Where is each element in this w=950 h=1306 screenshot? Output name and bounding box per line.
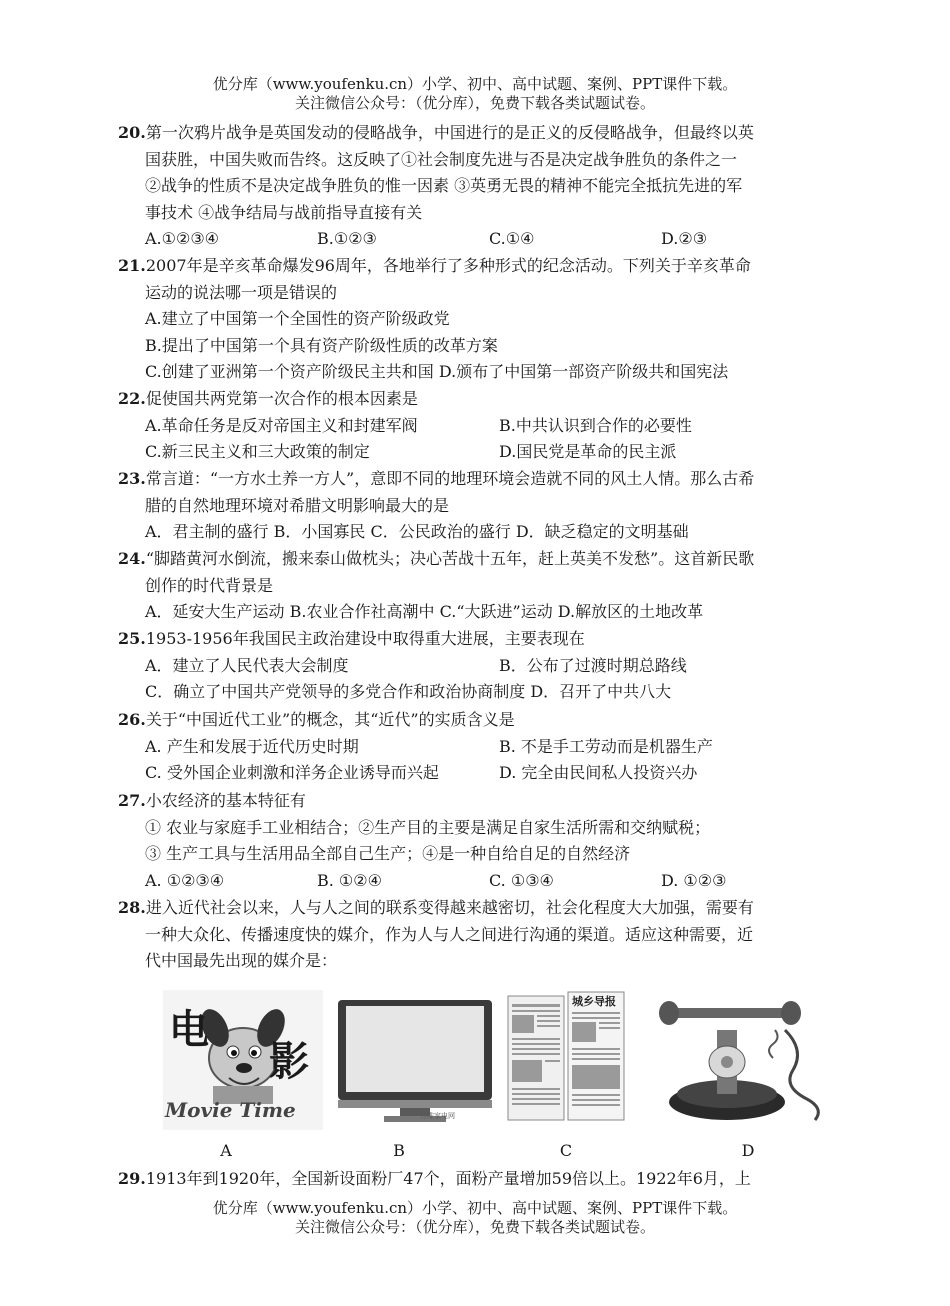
option-d: D.国民党是革命的民主派 [499,442,677,461]
question-number: 20. [118,123,146,142]
question-stem: ① 农业与家庭手工业相结合；②生产目的主要是满足自家生活所需和交纳赋税； [145,817,711,837]
question-21 [118,253,838,386]
question-23 [118,466,838,546]
question-stem: 2007年是辛亥革命爆发96周年，各地举行了多种形式的纪念活动。下列关于辛亥革命 [145,256,751,275]
question-number: 27. [118,791,146,810]
telephone-illustration [655,990,835,1130]
picture-label-d: D [741,1141,755,1160]
header-line-1: 优分库（www.youfenku.cn）小学、初中、高中试题、案例、PPT课件下载。 [212,75,738,93]
question-stem: 第一次鸦片战争是英国发动的侵略战争，中国进行的是正义的反侵略战争，但最终以英 [145,123,754,142]
question-22 [118,386,838,466]
picture-label-b: B [393,1141,405,1160]
question-25 [118,626,838,706]
page-footer [0,1199,950,1237]
tv-watermark: 万维家电网 [420,1112,455,1120]
question-stem: ②战争的性质不是决定战争胜负的惟一因素 ③英勇无畏的精神不能完全抵抗先进的军 [145,176,743,195]
picture-label-c: C [559,1141,573,1160]
question-stem: 进入近代社会以来，人与人之间的联系变得越来越密切，社会化程度大大加强，需要有 [145,898,754,917]
question-stem: 促使国共两党第一次合作的根本因素是 [145,389,418,408]
question-stem: 关于“中国近代工业”的概念，其“近代”的实质含义是 [145,710,515,729]
option-cd: C.创建了亚洲第一个资产阶级民主共和国 D.颁布了中国第一部资产阶级共和国宪法 [145,362,729,381]
question-stem: 常言道：“一方水土养一方人”，意即不同的地理环境会造就不同的风土人情。那么古希 [145,469,755,488]
option-a: A. 产生和发展于近代历史时期 [145,736,359,756]
option-d: D.②③ [661,229,708,248]
option-d: D. 完全由民间私人投资兴办 [499,763,698,782]
option-a: A.建立了中国第一个全国性的资产阶级政党 [145,309,450,328]
options-row [118,226,838,253]
option-b: B.中共认识到合作的必要性 [499,415,692,435]
option-a: A.革命任务是反对帝国主义和封建军阀 [145,415,418,435]
options-row [118,439,838,466]
picture-c-newspaper [506,990,626,1130]
option-c: C.①④ [489,229,535,248]
question-stem: 国获胜，中国失败而告终。这反映了①社会制度先进与否是决定战争胜负的条件之一 [145,149,738,169]
question-stem: 1913年到1920年，全国新设面粉厂47个，面粉产量增加59倍以上。1922年6月，上 [145,1169,751,1188]
question-number: 26. [118,710,146,729]
question-stem: 代中国最先出现的媒介是： [145,951,338,970]
footer-line-2: 关注微信公众号：（优分库），免费下载各类试题试卷。 [294,1218,655,1236]
question-27 [118,788,838,894]
option-d: D. ①②③ [661,870,727,890]
question-stem: 腊的自然地理环境对希腊文明影响最大的是 [145,495,450,515]
movie-char-2: 影 [269,1038,309,1085]
question-29 [118,1166,838,1193]
option-b: B．公布了过渡时期总路线 [499,655,687,675]
newspaper-masthead: 城乡导报 [572,995,616,1008]
option-b: B.①②③ [317,229,377,248]
options-row [118,760,838,787]
option-b: B. 不是手工劳动而是机器生产 [499,736,713,756]
options-row [118,413,838,440]
option-c: C. 受外国企业刺激和洋务企业诱导而兴起 [145,763,439,782]
page-header [0,75,950,113]
option-a: A. ①②③④ [145,870,225,890]
tv-illustration [336,990,494,1130]
header-line-2: 关注微信公众号：（优分库），免费下载各类试题试卷。 [294,94,655,112]
question-number: 22. [118,389,146,408]
option-c: C.新三民主义和三大政策的制定 [145,442,370,461]
question-number: 28. [118,898,146,917]
picture-a-movie [163,990,323,1130]
footer-line-1: 优分库（www.youfenku.cn）小学、初中、高中试题、案例、PPT课件下载。 [212,1199,738,1217]
options-row [118,734,838,761]
options-line: A．延安大生产运动 B.农业合作社高潮中 C.“大跃进”运动 D.解放区的土地改革 [145,602,704,621]
option-b: B.提出了中国第一个具有资产阶级性质的改革方案 [145,335,498,355]
options-line: A．君主制的盛行 B．小国寡民 C．公民政治的盛行 D．缺乏稳定的文明基础 [145,522,689,541]
option-b: B. ①②④ [317,870,382,890]
question-stem: 创作的时代背景是 [145,575,274,595]
question-stem: 运动的说法哪一项是错误的 [145,282,338,302]
question-24 [118,546,838,626]
question-number: 23. [118,469,146,488]
picture-label-a: A [220,1141,232,1160]
picture-d-telephone [655,990,835,1130]
options-row [118,653,838,680]
question-stem: “脚踏黄河水倒流，搬来泰山做枕头；决心苦战十五年，赶上英美不发愁”。这首新民歌 [145,549,755,568]
question-stem: 小农经济的基本特征有 [145,791,306,810]
picture-b-tv [336,990,494,1130]
option-a: A.①②③④ [145,229,220,248]
movie-char-1: 电 [169,1006,209,1053]
newspaper-illustration [506,990,626,1130]
question-28 [118,895,838,975]
question-stem: 一种大众化、传播速度快的媒介，作为人与人之间进行沟通的渠道。适应这种需要，近 [145,924,754,944]
question-number: 29. [118,1169,146,1188]
option-c: C. ①③④ [489,870,554,890]
movie-caption: Movie Time [165,1098,296,1122]
question-26 [118,707,838,787]
question-20 [118,120,838,253]
question-number: 25. [118,629,146,648]
question-stem: ③ 生产工具与生活用品全部自己生产；④是一种自给自足的自然经济 [145,844,631,863]
option-a: A．建立了人民代表大会制度 [145,655,349,675]
question-number: 24. [118,549,146,568]
question-number: 21. [118,256,146,275]
question-stem: 1953-1956年我国民主政治建设中取得重大进展，主要表现在 [145,629,585,648]
option-cd: C．确立了中国共产党领导的多党合作和政治协商制度 D．召开了中共八大 [145,682,672,701]
options-row [118,868,838,895]
question-stem: 事技术 ④战争结局与战前指导直接有关 [145,202,423,222]
